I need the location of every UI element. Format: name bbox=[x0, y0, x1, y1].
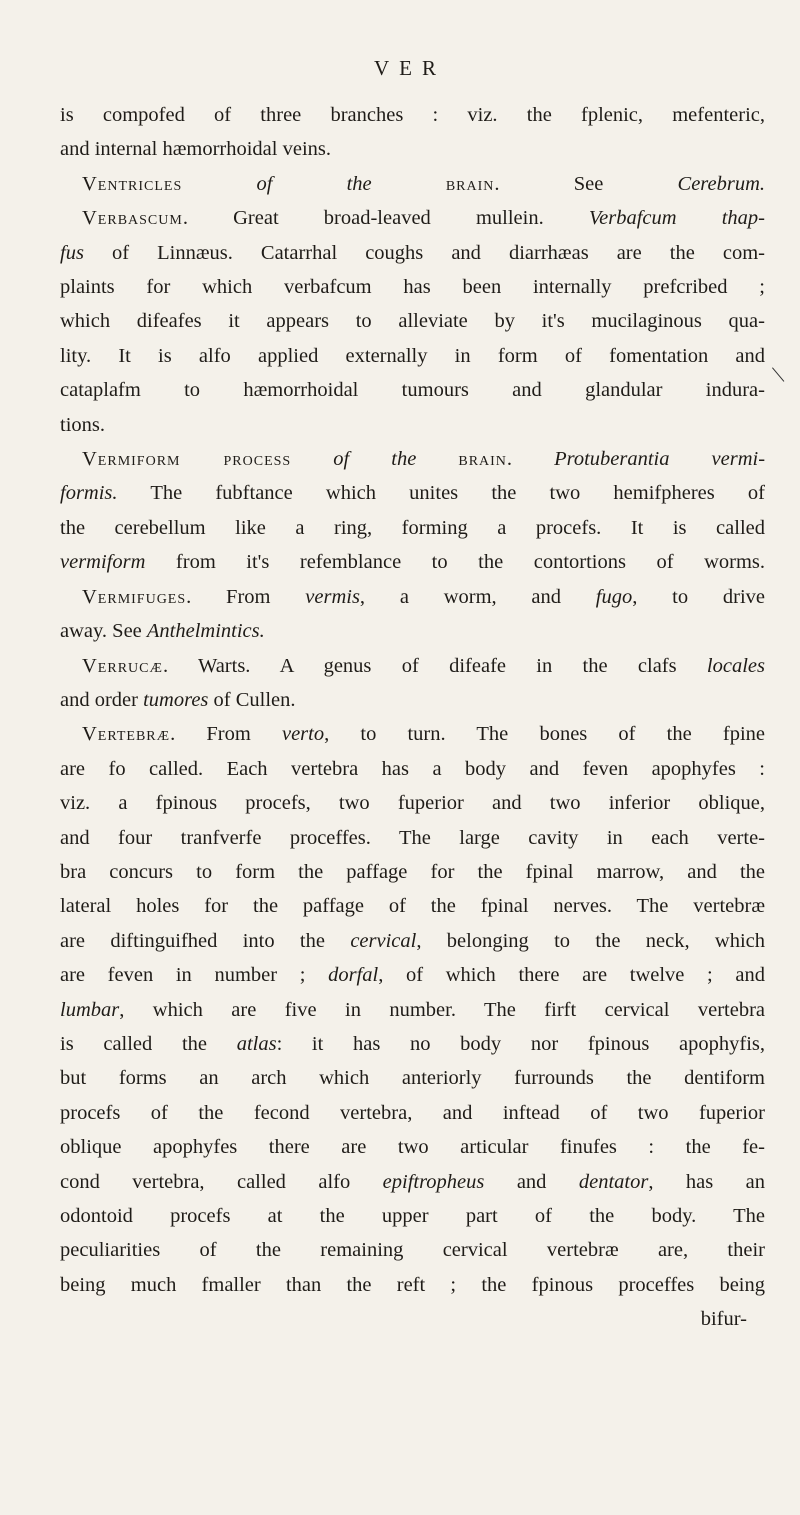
text-run: procefs of the fecond vertebra, and inftead of two fuperior bbox=[60, 1101, 765, 1124]
text-run: are feven in number ; bbox=[60, 964, 329, 987]
text-line bbox=[60, 132, 765, 166]
text-line bbox=[60, 545, 765, 579]
text-run: plaints for which verbafcum has been internally prefcribed ; bbox=[60, 276, 765, 299]
text-run: . From bbox=[170, 723, 282, 746]
text-run: , a worm, and bbox=[359, 585, 596, 608]
italic-run: cervical bbox=[350, 929, 417, 952]
italic-run: tumores bbox=[143, 688, 209, 711]
margin-mark bbox=[772, 358, 795, 381]
text-line bbox=[60, 580, 765, 614]
text-run: . See bbox=[494, 172, 678, 195]
entry-headword: Ventricles bbox=[82, 172, 183, 195]
text-run: away. See bbox=[60, 620, 147, 643]
text-line bbox=[60, 1096, 765, 1130]
italic-run: Anthelmintics. bbox=[146, 620, 265, 643]
italic-run: vermis bbox=[305, 585, 360, 608]
text-run: . Warts. A genus of difeafe in the clafs bbox=[162, 654, 707, 677]
text-run: , which are five in number. The firft cervical vertebra bbox=[119, 998, 765, 1021]
text-run: of Linnæus. Catarrhal coughs and diarrhæas are the com- bbox=[83, 241, 765, 264]
text-line bbox=[60, 821, 765, 855]
text-line bbox=[60, 1027, 765, 1061]
text-run: but forms an arch which anteriorly furrounds the dentiform bbox=[60, 1067, 765, 1090]
text-line bbox=[60, 476, 765, 510]
entry-headword: Vermiform process bbox=[82, 448, 292, 471]
italic-run: vermiform bbox=[60, 551, 146, 574]
text-run: . From bbox=[186, 585, 306, 608]
text-line bbox=[60, 614, 765, 648]
italic-run: of the bbox=[256, 172, 372, 195]
text-run: and order bbox=[60, 688, 144, 711]
text-line bbox=[60, 752, 765, 786]
running-head: VER bbox=[374, 56, 446, 80]
text-run: bra concurs to form the paffage for the fpinal marrow, and the bbox=[60, 860, 765, 883]
text-line bbox=[60, 270, 765, 304]
text-line bbox=[60, 1302, 765, 1336]
text-run: and internal hæmorrhoidal veins. bbox=[60, 138, 331, 161]
text-run: from it's refemblance to the contortions of worms. bbox=[145, 551, 765, 574]
text-line bbox=[60, 339, 765, 373]
text-line bbox=[60, 167, 765, 201]
text-line bbox=[60, 855, 765, 889]
text-run: , to drive bbox=[632, 585, 765, 608]
text-line bbox=[60, 98, 765, 132]
text-run: being much fmaller than the reft ; the fpinous proceffes being bbox=[60, 1273, 765, 1296]
text-run: is compofed of three branches : viz. the fplenic, mefenteric, bbox=[60, 104, 765, 126]
dictionary-entries bbox=[60, 98, 765, 1337]
text-line bbox=[60, 442, 765, 476]
entry-headword: brain bbox=[458, 448, 507, 471]
text-line bbox=[60, 236, 765, 270]
text-run: are fo called. Each vertebra has a body and feven apophyfes : bbox=[60, 757, 765, 780]
text-run bbox=[416, 448, 458, 470]
text-run: the cerebellum like a ring, forming a procefs. It is called bbox=[60, 516, 765, 539]
text-run: and bbox=[484, 1170, 579, 1193]
italic-run: epiftropheus bbox=[382, 1170, 485, 1193]
italic-run: Protuberantia vermi- bbox=[554, 448, 766, 471]
text-run bbox=[291, 448, 333, 470]
text-line bbox=[60, 717, 765, 751]
italic-run: of the bbox=[333, 448, 417, 471]
italic-run: fugo bbox=[595, 585, 633, 608]
text-run: , belonging to the neck, which bbox=[416, 929, 765, 952]
text-line bbox=[60, 1130, 765, 1164]
text-run: . Great broad-leaved mullein. bbox=[182, 207, 589, 230]
text-line bbox=[60, 958, 765, 992]
text-line bbox=[60, 889, 765, 923]
text-line bbox=[60, 993, 765, 1027]
text-line bbox=[60, 1061, 765, 1095]
italic-run: atlas bbox=[236, 1032, 277, 1055]
text-line bbox=[60, 373, 765, 407]
text-run: is called the bbox=[60, 1032, 237, 1055]
text-run: viz. a fpinous procefs, two fuperior and two inferior oblique, bbox=[60, 792, 765, 815]
text-run: cond vertebra, called alfo bbox=[60, 1170, 383, 1193]
text-run: peculiarities of the remaining cervical vertebræ are, their bbox=[60, 1239, 765, 1262]
entry-headword: brain bbox=[445, 172, 495, 195]
entry-headword: Verrucæ bbox=[82, 654, 163, 677]
italic-run: verto bbox=[281, 723, 325, 746]
italic-run: fus bbox=[60, 241, 84, 264]
text-run: , has an bbox=[648, 1170, 765, 1193]
italic-run: formis. bbox=[60, 482, 118, 505]
text-run: bifur- bbox=[700, 1308, 747, 1331]
text-run: oblique apophyfes there are two articular finufes : the fe- bbox=[60, 1136, 765, 1159]
text-line bbox=[60, 304, 765, 338]
text-line bbox=[60, 1165, 765, 1199]
text-line bbox=[60, 683, 765, 717]
italic-run: Verbafcum thap- bbox=[588, 207, 766, 230]
text-run: which difeafes it appears to alleviate by it's mucilaginous qua- bbox=[60, 310, 765, 333]
text-run: : it has no body nor fpinous apophyfis, bbox=[276, 1032, 766, 1055]
text-run: , to turn. The bones of the fpine bbox=[324, 723, 765, 746]
text-line bbox=[60, 786, 765, 820]
text-run: cataplafm to hæmorrhoidal tumours and glandular indura- bbox=[60, 379, 765, 402]
text-run bbox=[372, 173, 446, 195]
entry-headword: Verbascum bbox=[82, 207, 183, 230]
text-line bbox=[60, 649, 765, 683]
text-line bbox=[60, 924, 765, 958]
text-line bbox=[60, 201, 765, 235]
text-run: tions. bbox=[60, 413, 105, 436]
text-line bbox=[60, 408, 765, 442]
italic-run: dorfal bbox=[328, 964, 379, 987]
italic-run: dentator bbox=[578, 1170, 649, 1193]
text-run: of Cullen. bbox=[208, 688, 296, 711]
italic-run: lumbar bbox=[60, 998, 120, 1021]
text-run: The fubftance which unites the two hemifpheres of bbox=[117, 482, 765, 505]
entry-headword: Vermifuges bbox=[82, 585, 187, 608]
text-line bbox=[60, 1233, 765, 1267]
text-run: and four tranfverfe proceffes. The large cavity in each verte- bbox=[60, 826, 765, 849]
entry-headword: Vertebræ bbox=[82, 723, 171, 746]
text-run: . bbox=[506, 448, 555, 471]
italic-run: Cerebrum. bbox=[677, 172, 766, 195]
text-line bbox=[60, 1268, 765, 1302]
text-line bbox=[60, 1199, 765, 1233]
text-run bbox=[182, 173, 256, 195]
text-run: lity. It is alfo applied externally in form of fomentation and bbox=[60, 344, 765, 367]
text-run: , of which there are twelve ; and bbox=[378, 964, 766, 987]
text-run: odontoid procefs at the upper part of the body. The bbox=[60, 1205, 765, 1227]
italic-run: locales bbox=[706, 654, 765, 677]
text-run: are diftinguifhed into the bbox=[60, 929, 351, 952]
text-run: lateral holes for the paffage of the fpinal nerves. The vertebræ bbox=[60, 895, 765, 918]
text-line bbox=[60, 511, 765, 545]
